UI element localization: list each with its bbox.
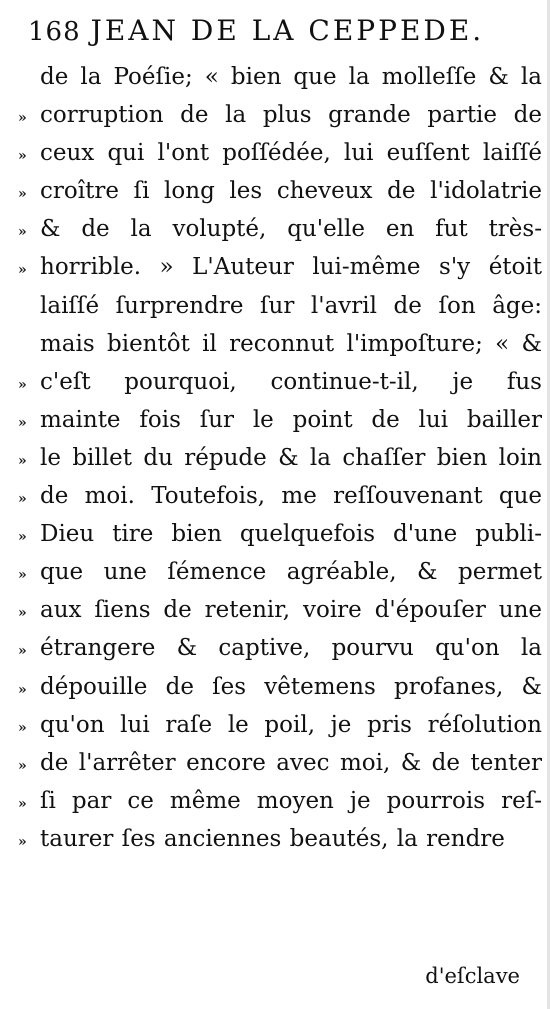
quotation-mark: » [18, 643, 27, 660]
catchword: d'eſclave [425, 964, 520, 988]
text-line [18, 477, 542, 515]
quotation-mark: » [18, 757, 27, 774]
line-text: dépouille de ſes vêtemens profanes, & [40, 673, 542, 700]
quotation-mark: » [18, 833, 27, 850]
text-line [18, 401, 542, 439]
quotation-mark: » [18, 186, 27, 203]
text-line [18, 58, 542, 96]
line-text: corruption de la plus grande partie de [40, 102, 542, 129]
line-text: le billet du répude & la chaſſer bien loin [40, 444, 542, 471]
line-text: laiſſé ſurprendre ſur l'avril de ſon âge: [40, 292, 542, 319]
text-line [18, 591, 542, 629]
text-line [18, 363, 542, 401]
line-text: ceux qui l'ont poſſédée, lui euſſent laiſſé [40, 140, 542, 167]
quotation-mark: » [18, 224, 27, 241]
line-text: étrangere & captive, pourvu qu'on la [40, 635, 542, 662]
line-text: taurer ſes anciennes beautés, la rendre [40, 825, 505, 852]
line-text: & de la volupté, qu'elle en fut très- [40, 216, 542, 243]
line-text: aux ſiens de retenir, voire d'épouſer une [40, 597, 542, 624]
quotation-mark: » [18, 605, 27, 622]
line-text: qu'on lui raſe le poil, je pris réſolution [40, 711, 542, 738]
text-line [18, 134, 542, 172]
page-header [28, 14, 484, 54]
page-number: 168 [28, 17, 81, 47]
text-line [18, 439, 542, 477]
line-text: mais bientôt il reconnut l'impoſture; « & [40, 330, 542, 357]
quotation-mark: » [18, 148, 27, 165]
quotation-mark: » [18, 681, 27, 698]
body-text [18, 58, 542, 858]
text-line [18, 210, 542, 248]
line-text: que une ſémence agréable, & permet [40, 559, 542, 586]
quotation-mark: » [18, 452, 27, 469]
text-line [18, 706, 542, 744]
line-text: de moi. Toutefois, me reſſouvenant que [40, 483, 542, 510]
line-text: mainte fois ſur le point de lui bailler [40, 406, 542, 433]
quotation-mark: » [18, 376, 27, 393]
text-line [18, 96, 542, 134]
text-line [18, 553, 542, 591]
quotation-mark: » [18, 414, 27, 431]
quotation-mark: » [18, 719, 27, 736]
quotation-mark: » [18, 529, 27, 546]
quotation-mark: » [18, 110, 27, 127]
quotation-mark: » [18, 491, 27, 508]
quotation-mark: » [18, 795, 27, 812]
line-text: croître ſi long les cheveux de l'idolatrie [40, 178, 542, 205]
quotation-mark: » [18, 262, 27, 279]
text-line [18, 668, 542, 706]
line-text: de la Poéſie; « bien que la molleſſe & la [40, 64, 542, 90]
text-line [18, 248, 542, 286]
line-text: Dieu tire bien quelquefois d'une publi- [40, 521, 542, 548]
text-line [18, 744, 542, 782]
text-line [18, 515, 542, 553]
line-text: horrible. » L'Auteur lui-même s'y étoit [40, 254, 542, 281]
line-text: de l'arrêter encore avec moi, & de tenter [40, 749, 542, 776]
text-line [18, 782, 542, 820]
running-head: JEAN DE LA CEPPEDE. [90, 14, 485, 47]
text-line [18, 629, 542, 667]
quotation-mark: » [18, 567, 27, 584]
text-line [18, 325, 542, 363]
text-line [18, 287, 542, 325]
text-line [18, 820, 542, 858]
line-text: ſi par ce même moyen je pourrois reſ- [40, 787, 542, 814]
line-text: c'eſt pourquoi, continue-t-il, je fus [40, 368, 542, 395]
text-line [18, 172, 542, 210]
